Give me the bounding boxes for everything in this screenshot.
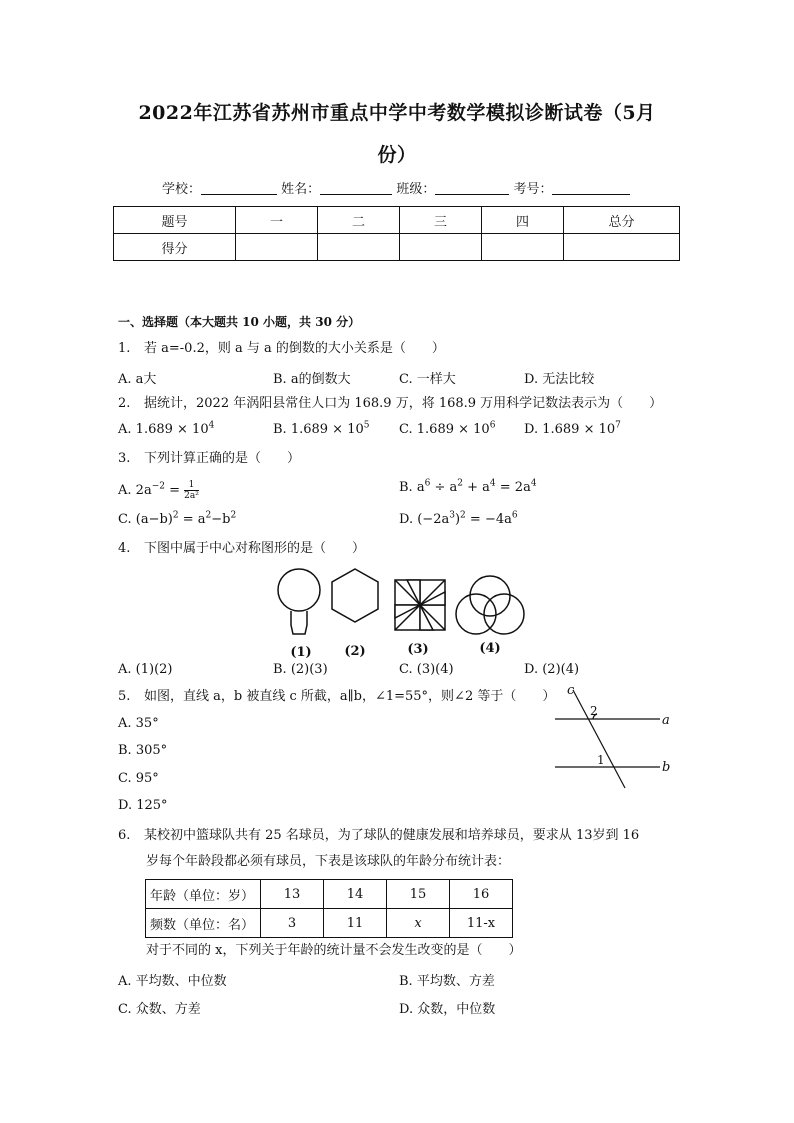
name-label: 姓名： [281, 182, 321, 197]
q5-option-a[interactable]: A. 35° [118, 716, 159, 731]
score-header-cell: 一 [236, 207, 318, 234]
table-cell: x [387, 909, 450, 938]
age-distribution-table [145, 879, 513, 938]
score-cell[interactable] [564, 234, 680, 261]
math-term: + a [462, 480, 490, 495]
option-label: B. [273, 422, 287, 437]
math-equals: = [164, 483, 185, 498]
option-label: D. [399, 512, 414, 527]
question-text: 据统计，2022 年涡阳县常住人口为 168.9 万，将 168.9 万用科学记数法表示为（ ） [144, 396, 663, 411]
math-fraction [184, 480, 199, 501]
q6-option-c[interactable]: C. 众数、方差 [118, 1002, 201, 1017]
q3-option-d[interactable] [399, 512, 518, 527]
hexagon-icon [332, 569, 378, 622]
figure-label: (3) [407, 642, 429, 657]
figure-label: (1) [290, 645, 312, 660]
question-number: 1. [118, 341, 131, 356]
label-a: a [662, 713, 670, 728]
q5-option-c[interactable]: C. 95° [118, 771, 159, 786]
math-exponent: 3 [449, 510, 455, 521]
question-2 [118, 395, 662, 413]
pinwheel-icon [395, 580, 445, 630]
name-blank[interactable] [320, 182, 392, 195]
option-mantissa: 1.689 × 10 [135, 422, 209, 437]
class-label: 班级： [396, 182, 436, 197]
table-cell: 14 [324, 880, 387, 909]
line-c [573, 690, 625, 788]
option-mantissa: 1.689 × 10 [542, 422, 616, 437]
q4-option-d[interactable]: D. (2)(4) [524, 662, 580, 677]
option-label: C. [399, 422, 413, 437]
figure-label: (2) [344, 644, 366, 659]
math-exponent: 2 [457, 478, 463, 489]
math-term: (a−b) [135, 512, 173, 527]
paddle-handle-icon [291, 611, 307, 634]
exam-number-label: 考号： [513, 182, 553, 197]
math-term: ÷ a [430, 480, 458, 495]
question-5 [118, 688, 555, 706]
q2-option-d[interactable] [524, 422, 621, 437]
q4-option-c[interactable]: C. (3)(4) [399, 662, 454, 677]
question-text: 下列计算正确的是（ ） [144, 451, 301, 466]
math-exponent: 4 [489, 478, 496, 489]
option-exponent: 5 [363, 420, 370, 431]
score-cell[interactable] [400, 234, 482, 261]
class-blank[interactable] [435, 182, 509, 195]
score-header-cell: 三 [400, 207, 482, 234]
score-cell[interactable] [318, 234, 400, 261]
score-table-header-row [114, 207, 680, 234]
paddle-icon [278, 569, 320, 611]
q1-option-d[interactable]: D. 无法比较 [524, 372, 595, 387]
q5-option-d[interactable]: D. 125° [118, 798, 168, 813]
math-exponent: 6 [424, 478, 431, 489]
q6-option-b[interactable]: B. 平均数、方差 [399, 974, 495, 989]
table-cell: 15 [387, 880, 450, 909]
q4-option-b[interactable]: B. (2)(3) [273, 662, 328, 677]
student-info-line [162, 178, 630, 197]
table-row [146, 909, 513, 938]
math-exponent: 6 [511, 510, 518, 521]
math-term: 2a [135, 483, 152, 498]
option-label: D. [524, 422, 539, 437]
exam-title-line1: 2022年江苏省苏州市重点中学中考数学模拟诊断试卷（5月 [138, 102, 656, 124]
q5-parallel-lines-figure [555, 682, 680, 792]
exam-title-line2: 份） [377, 144, 417, 166]
math-term: ) [454, 512, 461, 527]
option-exponent: 4 [208, 420, 215, 431]
math-term: (−2a [417, 512, 450, 527]
option-mantissa: 1.689 × 10 [416, 422, 490, 437]
score-header-cell: 二 [318, 207, 400, 234]
score-header-cell: 四 [482, 207, 564, 234]
table-cell: 3 [261, 909, 324, 938]
question-6-prompt: 对于不同的 x，下列关于年龄的统计量不会发生改变的是（ ） [146, 943, 522, 958]
table-cell: 13 [261, 880, 324, 909]
option-mantissa: 1.689 × 10 [290, 422, 364, 437]
exam-number-blank[interactable] [552, 182, 630, 195]
option-label: A. [118, 422, 132, 437]
math-exponent: 2 [460, 510, 466, 521]
label-angle-2: 2 [590, 704, 598, 718]
section-heading: 一、选择题（本大题共 10 小题，共 30 分） [118, 315, 361, 329]
school-blank[interactable] [201, 182, 277, 195]
option-exponent: 7 [615, 420, 621, 431]
math-term: = −4a [465, 512, 512, 527]
math-term: −b [211, 512, 231, 527]
table-cell: 11-x [450, 909, 513, 938]
q1-option-c[interactable]: C. 一样大 [399, 372, 456, 387]
q5-option-b[interactable]: B. 305° [118, 743, 168, 758]
q1-option-b[interactable]: B. a的倒数大 [273, 372, 351, 387]
score-header-cell: 总分 [564, 207, 680, 234]
question-number: 2. [118, 396, 131, 411]
math-exponent: 2 [230, 510, 237, 521]
question-6 [118, 827, 639, 845]
table-cell: 16 [450, 880, 513, 909]
math-exponent: 4 [530, 478, 537, 489]
math-term: a [416, 480, 425, 495]
score-cell[interactable] [482, 234, 564, 261]
question-6-continued: 岁每个年龄段都必须有球员，下表是该球队的年龄分布统计表： [146, 854, 511, 869]
math-term: = a [178, 512, 206, 527]
score-table-score-row [114, 234, 680, 261]
question-1 [118, 340, 445, 358]
q4-figures [268, 566, 518, 662]
math-term: = 2a [495, 480, 531, 495]
table-row [146, 880, 513, 909]
q3-option-a[interactable] [118, 480, 199, 501]
q6-option-a[interactable]: A. 平均数、中位数 [118, 974, 227, 989]
option-exponent: 6 [489, 420, 496, 431]
question-number: 5. [118, 689, 131, 704]
q6-option-d[interactable]: D. 众数，中位数 [399, 1002, 496, 1017]
question-number: 4. [118, 541, 131, 556]
fraction-numerator: 1 [184, 480, 199, 491]
question-number: 3. [118, 451, 131, 466]
table-cell: 11 [324, 909, 387, 938]
table-cell: 年龄（单位：岁） [146, 880, 261, 909]
option-label: A. [118, 483, 132, 498]
label-angle-1: 1 [597, 753, 605, 767]
question-text: 若 a=-0.2，则 a 与 a 的倒数的大小关系是（ ） [144, 341, 445, 356]
figure-label: (4) [479, 641, 501, 656]
label-b: b [662, 760, 671, 775]
score-cell[interactable] [236, 234, 318, 261]
score-table [113, 206, 680, 261]
school-label: 学校： [162, 182, 202, 197]
math-exponent: −2 [151, 481, 165, 492]
q2-option-c[interactable] [399, 422, 495, 437]
label-c: c [567, 683, 575, 698]
q3-option-c[interactable] [118, 512, 236, 527]
question-4 [118, 540, 365, 558]
q3-option-b[interactable] [399, 480, 537, 495]
q4-option-a[interactable]: A. (1)(2) [118, 662, 173, 677]
question-text: 下图中属于中心对称图形的是（ ） [144, 541, 366, 556]
question-3 [118, 450, 300, 468]
q1-option-a[interactable]: A. a大 [118, 372, 157, 387]
option-label: B. [399, 480, 413, 495]
score-header-cell: 题号 [114, 207, 236, 234]
math-exponent: 2 [205, 510, 212, 521]
fraction-denominator: 2a² [184, 491, 199, 501]
option-label: C. [118, 512, 132, 527]
question-text: 某校初中篮球队共有 25 名球员，为了球队的健康发展和培养球员，要求从 13岁到 16 [144, 828, 640, 843]
question-number: 6. [118, 828, 131, 843]
question-text: 如图，直线 a，b 被直线 c 所截，a∥b，∠1=55°，则∠2 等于（ ） [144, 689, 556, 704]
table-cell: 频数（单位：名） [146, 909, 261, 938]
q2-option-a[interactable] [118, 422, 214, 437]
trefoil-icon [456, 576, 524, 634]
score-row-label: 得分 [114, 234, 236, 261]
math-exponent: 2 [172, 510, 179, 521]
q2-option-b[interactable] [273, 422, 369, 437]
